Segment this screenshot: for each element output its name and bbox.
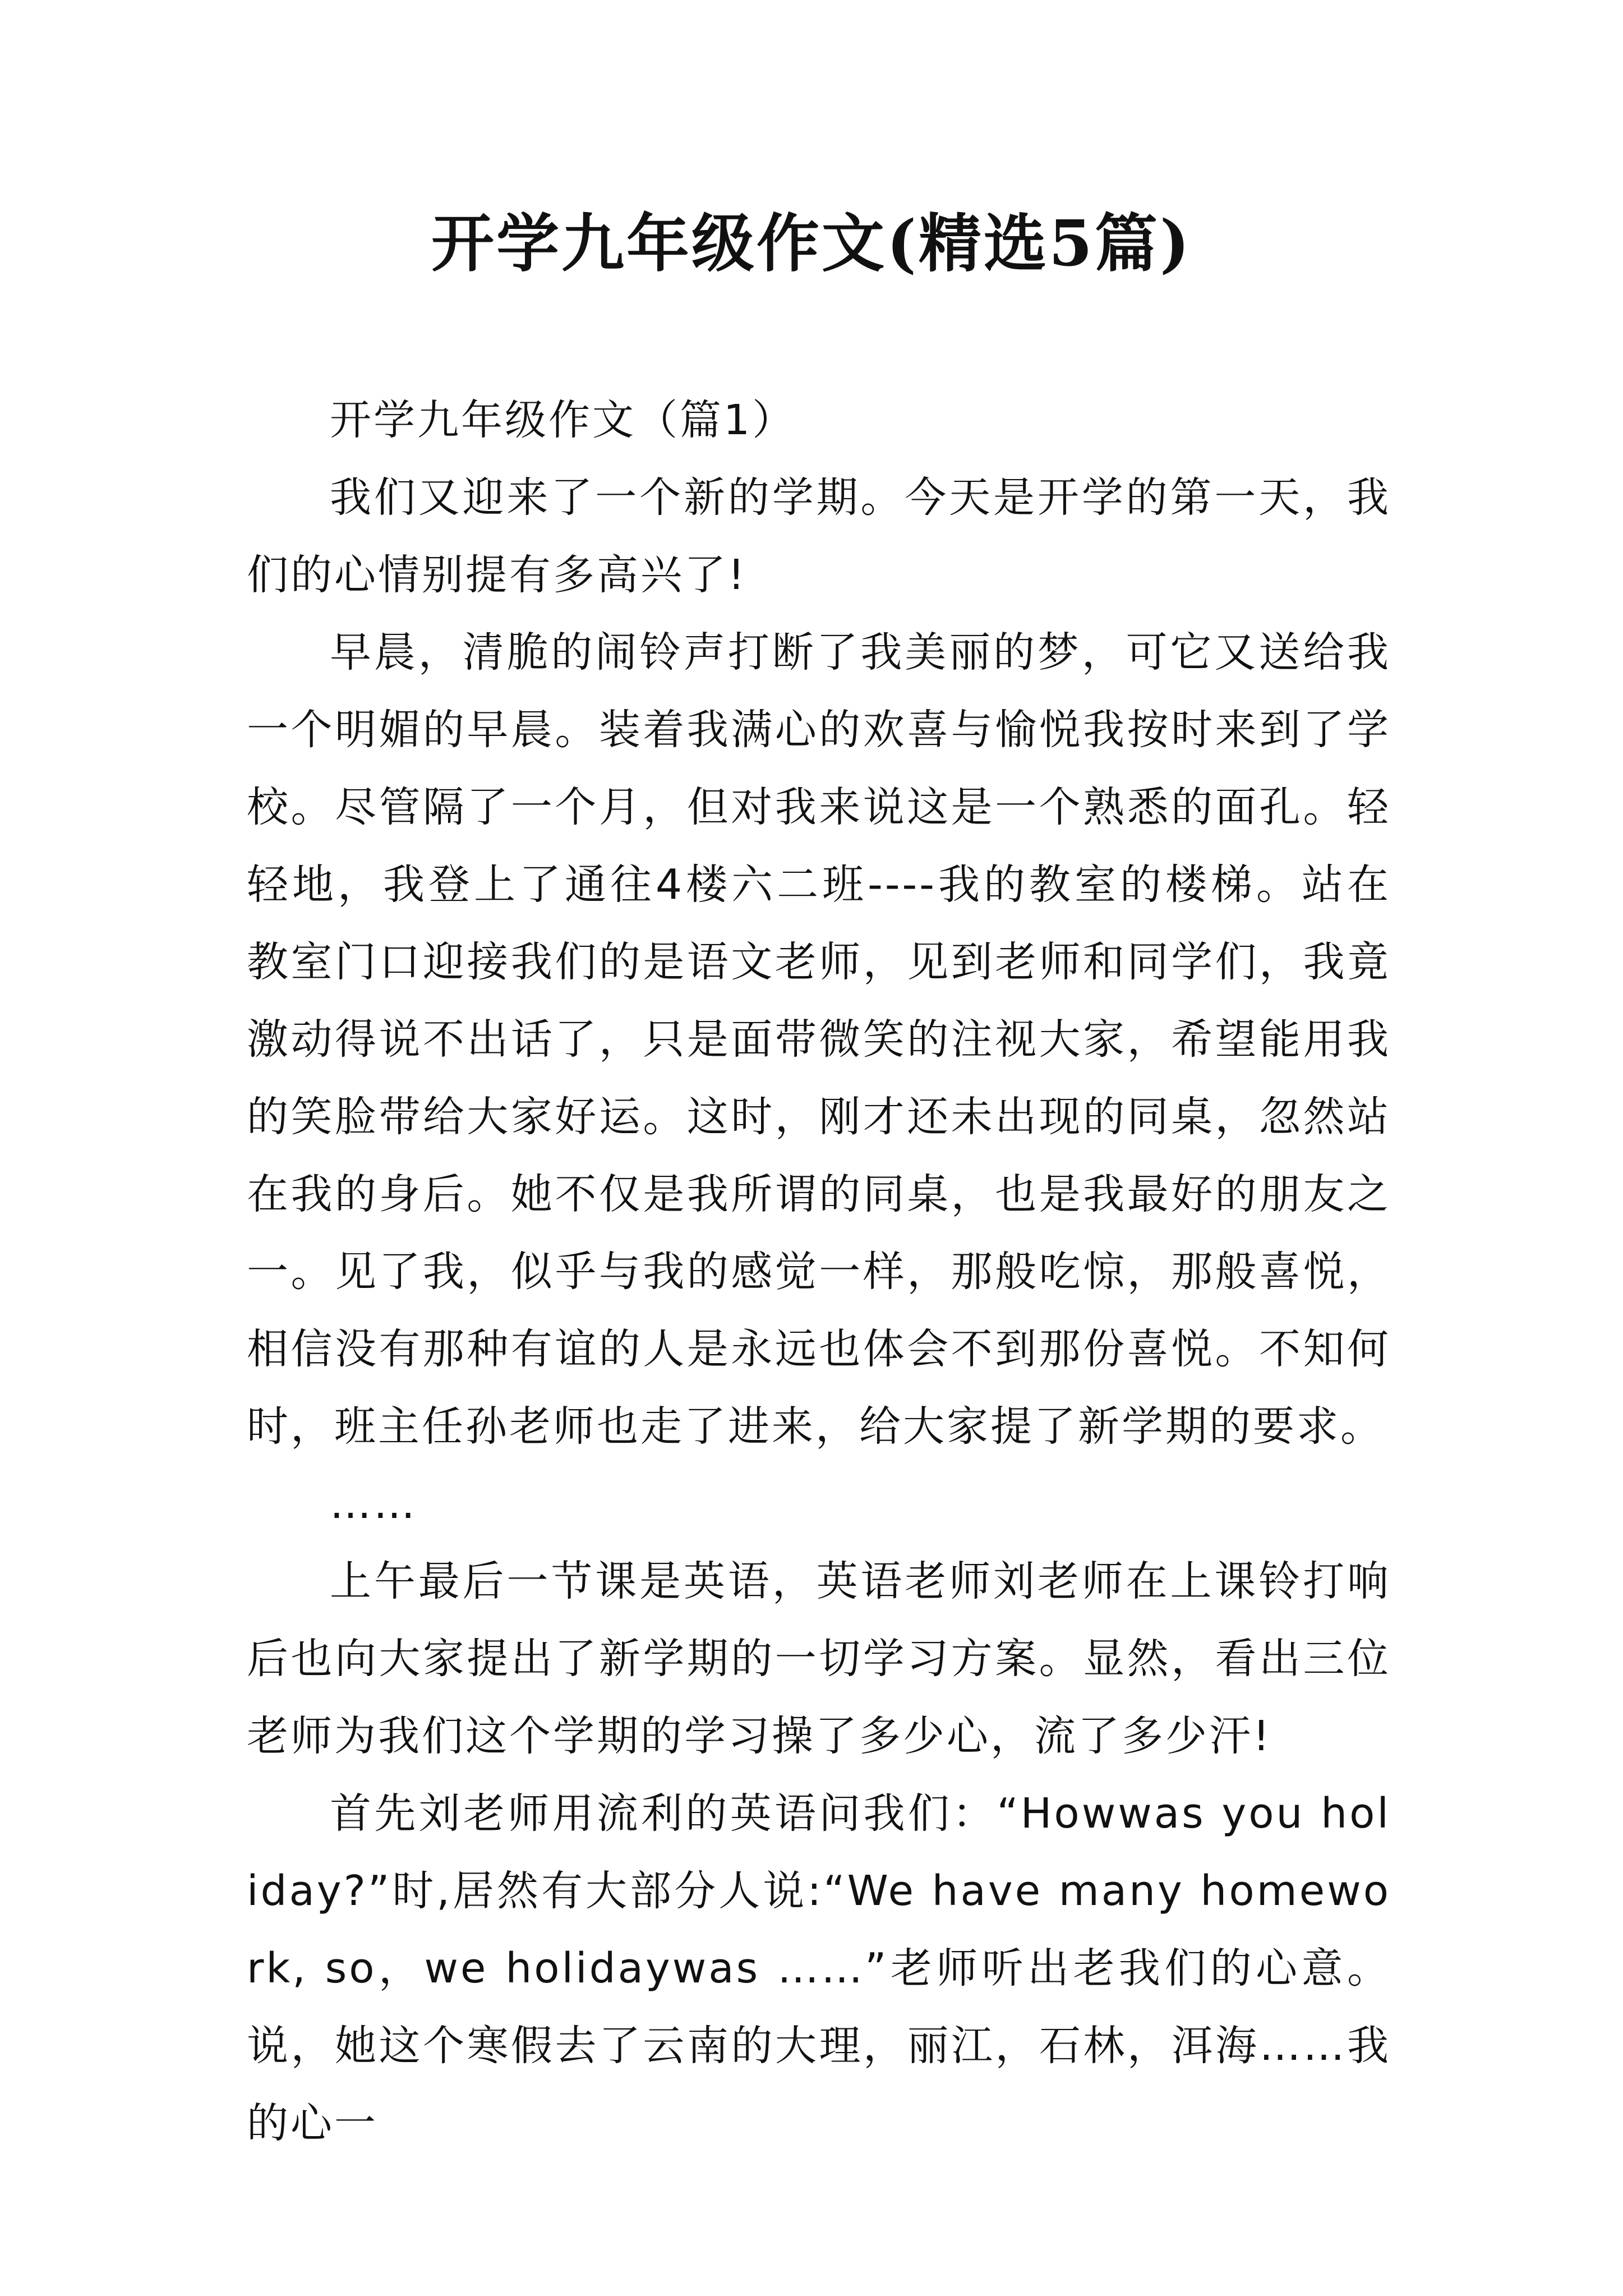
paragraph: 早晨，清脆的闹铃声打断了我美丽的梦，可它又送给我一个明媚的早晨。装着我满心的欢喜与愉悦我按时来到了学校。尽管隔了一个月，但对我来说这是一个熟悉的面孔。轻轻地，我登上了通往4楼六二班----我的教室的楼梯。站在教室门口迎接我们的是语文老师，见到老师和同学们，我竟激动得说不出话了，只是面带微笑的注视大家，希望能用我的笑脸带给大家好运。这时，刚才还未出现的同桌，忽然站在我的身后。她不仅是我所谓的同桌，也是我最好的朋友之一。见了我，似乎与我的感觉一样，那般吃惊，那般喜悦，相信没有那种有谊的人是永远也体会不到那份喜悦。不知何时，班主任孙老师也走了进来，给大家提了新学期的要求。 [247, 628, 1391, 1451]
paragraph-ellipsis: …… [330, 1480, 417, 1528]
paragraph: 上午最后一节课是英语，英语老师刘老师在上课铃打响后也向大家提出了新学期的一切学习方案。显然，看出三位老师为我们这个学期的学习操了多少心，流了多少汗! [247, 1557, 1391, 1760]
paragraph: 我们又迎来了一个新的学期。今天是开学的第一天，我们的心情别提有多高兴了! [247, 473, 1391, 599]
document-title: 开学九年级作文(精选5篇) [431, 207, 1192, 280]
section-heading: 开学九年级作文（篇1） [330, 396, 796, 444]
document-body [247, 381, 1391, 2162]
paragraph: 首先刘老师用流利的英语问我们：“Howwas you holiday?”时,居然有大部分人说:“We have many homework, so，we holidaywas ……”老师听出老我们的心意。说，她这个寒假去了云南的大理，丽江，石林，洱海……我的心一 [247, 1789, 1391, 2147]
